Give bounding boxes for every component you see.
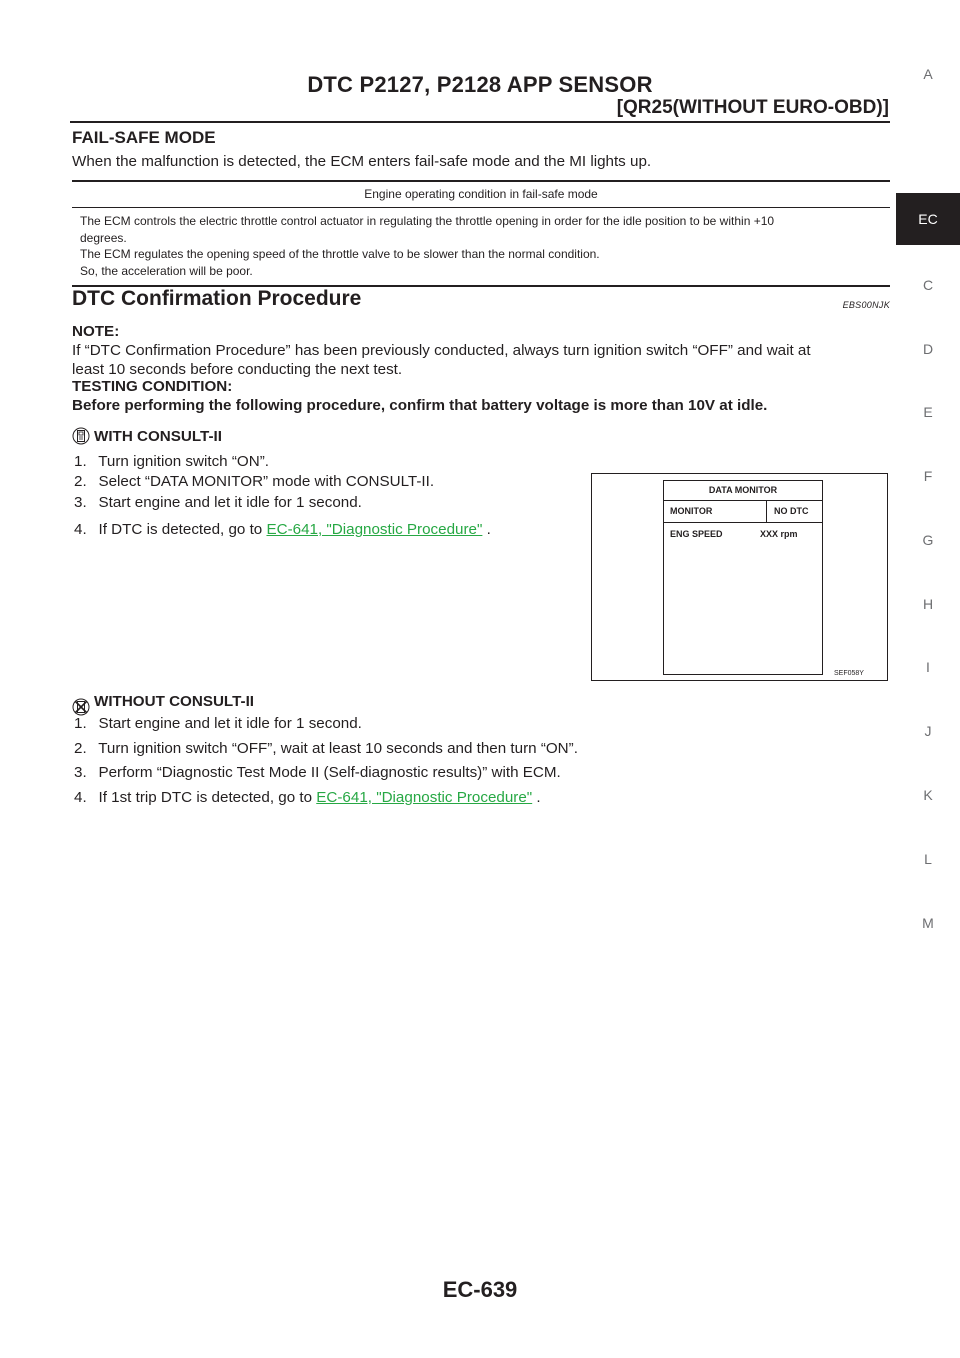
screen-col-status: NO DTC [774,506,809,516]
screen-title: DATA MONITOR [708,485,778,495]
note-text [72,341,890,379]
with-step-4-end: . [482,521,491,538]
table-body [72,208,890,285]
table-line: The ECM controls the electric throttle control actuator in regulating the throttle opening in order for the idle position to be within +10 [80,214,775,228]
tab-k[interactable]: K [923,787,933,803]
table-header: Engine operating condition in fail-safe mode [72,182,890,208]
with-step-4 [74,520,491,539]
tab-l[interactable]: L [924,851,932,867]
figure-code: SEF058Y [834,670,864,677]
with-consult-heading: WITH CONSULT-II [94,428,222,445]
with-step-1: 1. Turn ignition switch “ON”. [74,453,269,470]
with-diagnostic-procedure-link[interactable]: EC-641, "Diagnostic Procedure" [266,521,483,538]
tab-ec[interactable]: EC [896,193,960,245]
page-number: EC-639 [442,1277,518,1302]
without-step-4-text: 4. If 1st trip DTC is detected, go to [74,789,317,806]
section-tabs [896,0,960,1358]
tab-f[interactable]: F [923,468,933,484]
without-step-4 [74,788,541,807]
screen-divider [664,522,822,523]
note-label: NOTE: [72,323,120,340]
dtc-heading: DTC Confirmation Procedure [72,287,362,310]
tab-h[interactable]: H [922,596,934,612]
fail-safe-table [72,180,890,287]
table-line: The ECM regulates the opening speed of the throttle valve to be slower than the normal condition. [80,247,600,261]
table-line: So, the acceleration will be poor. [80,263,253,278]
consult-tester-icon [72,426,90,446]
without-step-4-end: . [532,789,541,806]
fail-safe-intro: When the malfunction is detected, the ECM enters fail-safe mode and the MI lights up. [72,153,652,170]
tab-e[interactable]: E [923,404,933,420]
screen-item-value: XXX rpm [760,529,798,539]
tab-c[interactable]: C [922,277,934,293]
without-step-3: 3. Perform “Diagnostic Test Mode II (Self-diagnostic results)” with ECM. [74,764,561,781]
with-step-2: 2. Select “DATA MONITOR” mode with CONSULT-II. [74,473,435,490]
without-diagnostic-procedure-link[interactable]: EC-641, "Diagnostic Procedure" [316,789,533,806]
note-line: If “DTC Confirmation Procedure” has been previously conducted, always turn ignition switch “OFF” and wait at [72,342,811,359]
without-consult-heading: WITHOUT CONSULT-II [94,693,255,710]
screen-col-divider [766,500,767,522]
screen-item-name: ENG SPEED [670,529,723,539]
screen-col-monitor: MONITOR [670,506,713,516]
fail-safe-heading: FAIL-SAFE MODE [72,128,216,147]
table-line: degrees. [80,230,127,245]
page-subtitle: [QR25(WITHOUT EURO-OBD)] [616,97,889,118]
screen-divider [664,500,822,501]
consult-screen [663,480,823,675]
header-rule [70,121,890,123]
tab-g[interactable]: G [922,532,934,548]
tab-i[interactable]: I [926,659,930,675]
with-step-3: 3. Start engine and let it idle for 1 second. [74,494,362,511]
tab-a[interactable]: A [923,66,933,82]
note-line: least 10 seconds before conducting the next test. [72,361,403,378]
tab-m[interactable]: M [922,915,934,931]
tab-d[interactable]: D [922,341,934,357]
without-step-1: 1. Start engine and let it idle for 1 second. [74,715,362,732]
tab-j[interactable]: J [924,723,932,739]
without-step-2: 2. Turn ignition switch “OFF”, wait at least 10 seconds and then turn “ON”. [74,740,578,757]
with-step-4-text: 4. If DTC is detected, go to [74,521,267,538]
dtc-section-code: EBS00NJK [842,300,890,310]
testing-text: Before performing the following procedure, confirm that battery voltage is more than 10V at idle. [72,397,768,414]
testing-label: TESTING CONDITION: [72,378,233,395]
page-title: DTC P2127, P2128 APP SENSOR [307,72,653,97]
